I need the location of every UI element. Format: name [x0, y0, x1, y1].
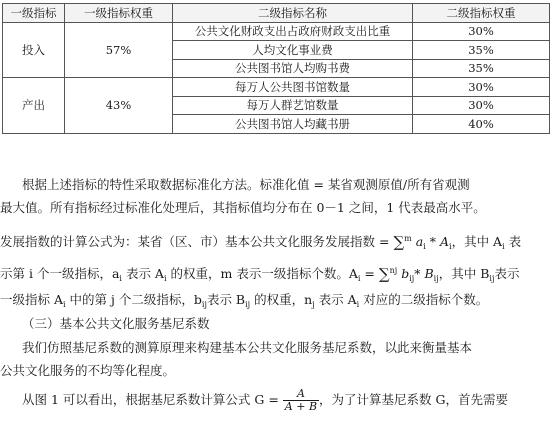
fraction-numerator: A — [283, 388, 319, 401]
formula-text: 表示 — [494, 266, 520, 281]
formula-text: ，为了计算基尼系数 G，首先需要 — [319, 392, 509, 407]
formula-sub: i — [449, 242, 452, 251]
secondary-weight: 35% — [413, 41, 550, 60]
secondary-weight: 30% — [413, 78, 550, 97]
secondary-name: 人均文化事业费 — [173, 41, 413, 60]
summation-icon: ∑ — [378, 265, 390, 283]
formula-text: = — [360, 266, 375, 281]
primary-weight-input: 57% — [65, 22, 173, 78]
formula-sub: i — [119, 274, 122, 283]
primary-indicator-input: 投入 — [3, 22, 65, 78]
formula-sub: ij — [409, 274, 415, 283]
formula-development-index-line1 — [0, 232, 554, 251]
primary-weight-output: 43% — [65, 78, 173, 134]
formula-text: 表示 A — [314, 292, 357, 307]
formula-text: 的权重，m 表示一级指标个数。A — [166, 266, 358, 281]
formula-text: 一级指标 A — [0, 292, 64, 307]
formula-sub: i — [423, 242, 426, 251]
secondary-name: 每万人群艺馆数量 — [173, 96, 413, 115]
sum-upper: m — [404, 234, 412, 243]
formula-sub: i — [163, 274, 167, 283]
formula-var: b — [401, 266, 410, 281]
secondary-weight: 30% — [413, 96, 550, 115]
secondary-weight: 35% — [413, 59, 550, 78]
header-secondary-weight: 二级指标权重 — [413, 4, 550, 23]
gini-fraction — [283, 388, 319, 413]
table-row — [3, 78, 550, 97]
header-secondary-name: 二级指标名称 — [173, 4, 413, 23]
formula-text: 的权重，n — [250, 292, 313, 307]
formula-var: a — [415, 234, 424, 249]
formula-var: * A — [429, 234, 449, 249]
secondary-name: 每万人公共图书馆数量 — [173, 78, 413, 97]
secondary-name: 公共图书馆人均藏书册 — [173, 115, 413, 134]
paragraph-gini-line2: 公共文化服务的不均等化程度。 — [0, 363, 176, 378]
formula-sub: ij — [201, 300, 207, 309]
formula-text: 表示 A — [121, 266, 164, 281]
table-header-row — [3, 4, 550, 23]
formula-development-index-line3 — [0, 290, 554, 309]
formula-var: * B — [414, 266, 434, 281]
fraction-denominator: A + B — [284, 400, 318, 413]
paragraph-standardization-line1: 根据上述指标的特性采取数据标准化方法。标准化值 = 某省观测原值/所有省观测 — [22, 177, 470, 192]
formula-sub: ij — [245, 300, 251, 309]
formula-sub: i — [502, 242, 505, 251]
primary-indicator-output: 产出 — [3, 78, 65, 134]
sum-upper: nj — [389, 266, 398, 275]
formula-text: 对应的二级指标个数。 — [359, 292, 489, 307]
formula-text: ，其中 A — [451, 234, 503, 249]
paragraph-gini-formula — [0, 388, 554, 413]
formula-sub: j — [312, 300, 315, 309]
formula-text: ，其中 B — [438, 266, 490, 281]
formula-text: 中的第 j 个二级指标，b — [65, 292, 202, 307]
formula-sub: i — [357, 274, 361, 283]
formula-sub: ij — [489, 274, 495, 283]
secondary-name: 公共文化财政支出占政府财政支出比重 — [173, 22, 413, 41]
formula-sub: ij — [433, 274, 439, 283]
header-primary-indicator: 一级指标 — [3, 4, 65, 23]
formula-text: 表 — [504, 234, 522, 249]
formula-text: 发展指数的计算公式为：某省（区、市）基本公共文化服务发展指数 = — [0, 234, 390, 249]
secondary-name: 公共图书馆人均购书费 — [173, 59, 413, 78]
index-table — [2, 3, 550, 134]
table-row — [3, 22, 550, 41]
formula-text: 从图 1 可以看出，根据基尼系数计算公式 G = — [22, 392, 279, 407]
secondary-weight: 30% — [413, 22, 550, 41]
formula-sub: i — [356, 300, 360, 309]
paragraph-gini-line1: 我们仿照基尼系数的测算原理来构建基本公共文化服务基尼系数，以此来衡量基本 — [22, 340, 473, 355]
formula-text: 表示 B — [206, 292, 246, 307]
secondary-weight: 40% — [413, 115, 550, 134]
formula-sub: i — [63, 300, 66, 309]
section-heading-gini: （三）基本公共文化服务基尼系数 — [22, 316, 210, 331]
header-primary-weight: 一级指标权重 — [65, 4, 173, 23]
paragraph-standardization-line2: 最大值。所有指标经过标准化处理后，其指标值均分布在 0－1 之间，1 代表最高水平。 — [0, 200, 486, 215]
formula-text: 示第 i 个一级指标，a — [0, 266, 120, 281]
summation-icon: ∑ — [393, 233, 405, 251]
formula-development-index-line2 — [0, 264, 554, 283]
